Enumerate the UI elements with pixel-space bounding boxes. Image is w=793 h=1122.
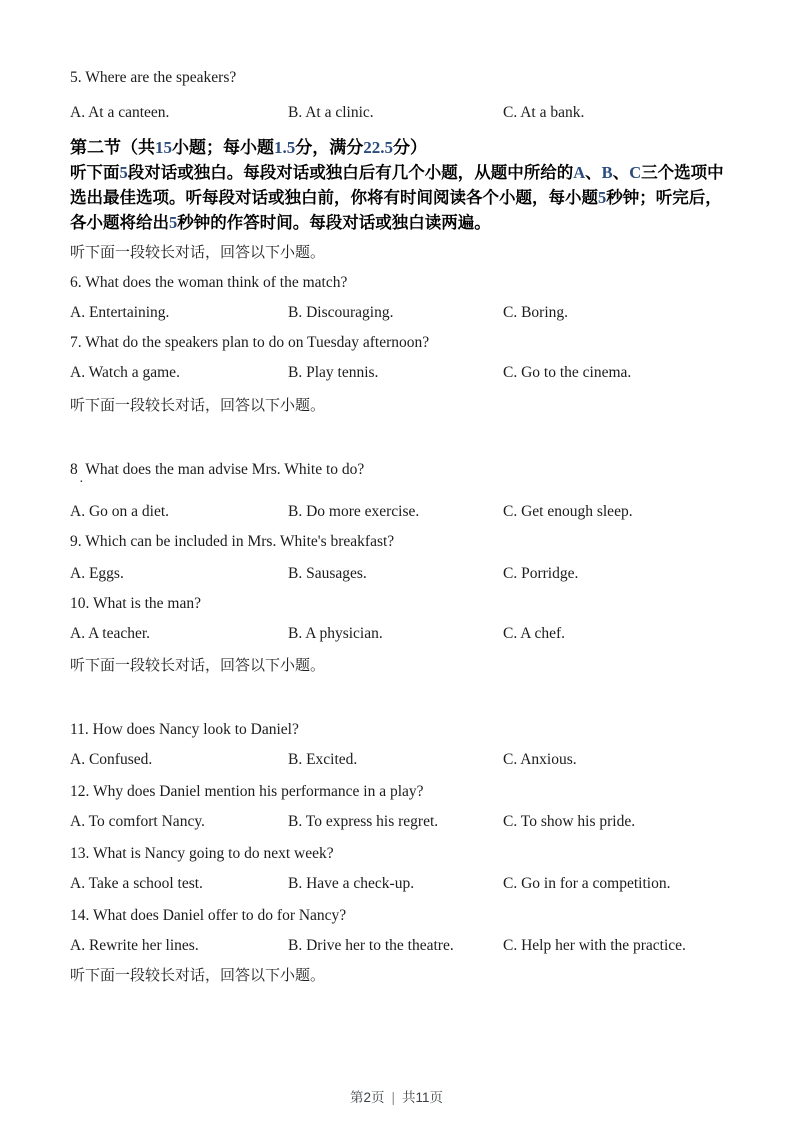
options-row-10 xyxy=(70,624,732,654)
question-line-14 xyxy=(70,906,732,936)
question-text: 5. Where are the speakers? xyxy=(70,69,237,86)
option-c: C. Porridge. xyxy=(503,565,579,582)
text-segment: 5 xyxy=(169,213,178,232)
option-c: C. At a bank. xyxy=(503,104,585,121)
text-segment: 、 xyxy=(585,163,602,182)
option-c: C. Go to the cinema. xyxy=(503,364,632,381)
option-b: B. Excited. xyxy=(288,751,358,768)
question-text: 9. Which can be included in Mrs. White's breakfast? xyxy=(70,533,395,550)
text-segment: 1.5 xyxy=(274,138,296,157)
text-segment: 小题；每小题 xyxy=(172,138,274,157)
options-row-5 xyxy=(70,103,732,133)
text-segment: 各小题将给出 xyxy=(70,213,169,232)
option-b: B. To express his regret. xyxy=(288,813,439,830)
question-text: 10. What is the man? xyxy=(70,595,202,612)
instruction-line xyxy=(70,161,732,186)
current-page-label: 第2页 xyxy=(349,1090,385,1105)
question-text: 6. What does the woman think of the match? xyxy=(70,274,348,291)
options-row-7 xyxy=(70,363,732,393)
question-text: 13. What is Nancy going to do next week? xyxy=(70,845,334,862)
option-b: B. Drive her to the theatre. xyxy=(288,937,454,954)
page-footer xyxy=(0,1086,793,1106)
text-segment: 22.5 xyxy=(363,138,393,157)
question-text: 7. What do the speakers plan to do on Tuesday afternoon? xyxy=(70,334,430,351)
question-text: 12. Why does Daniel mention his performance in a play? xyxy=(70,783,424,800)
option-a: A. Go on a diet. xyxy=(70,503,170,520)
text-segment: 选出最佳选项。听每段对话或独白前，你将有时间阅读各个小题，每小题 xyxy=(70,188,598,207)
text-segment: 秒钟的作答时间。每段对话或独白读两遍。 xyxy=(177,213,491,232)
text-segment: 5 xyxy=(119,163,128,182)
option-c: C. Go in for a competition. xyxy=(503,875,671,892)
option-a: A. A teacher. xyxy=(70,625,151,642)
option-b: B. A physician. xyxy=(288,625,383,642)
text-segment: 、 xyxy=(612,163,630,182)
text-segment: 第二节（共 xyxy=(70,138,155,157)
text-segment: 三个选项中 xyxy=(641,163,724,182)
option-a: A. At a canteen. xyxy=(70,104,170,121)
question-line-7 xyxy=(70,333,732,363)
question-line-10 xyxy=(70,594,732,624)
text-segment: A xyxy=(573,163,586,182)
options-row-12 xyxy=(70,812,732,842)
options-row-11 xyxy=(70,750,732,780)
listening-prompt: 听下面一段较长对话，回答以下小题。 xyxy=(70,968,326,984)
options-row-13 xyxy=(70,874,732,904)
text-segment: 分，满分 xyxy=(295,138,364,157)
option-c: C. Help her with the practice. xyxy=(503,937,686,954)
text-segment: 段对话或独白。每段对话或独白后有几个小题，从题中所给的 xyxy=(127,163,574,182)
option-b: B. Have a check-up. xyxy=(288,875,415,892)
question-line-11 xyxy=(70,720,732,750)
options-row-8 xyxy=(70,502,732,532)
listening-prompt: 听下面一段较长对话，回答以下小题。 xyxy=(70,398,326,414)
option-b: B. Do more exercise. xyxy=(288,503,420,520)
question-line-12 xyxy=(70,782,732,812)
option-a: A. Entertaining. xyxy=(70,304,170,321)
option-a: A. To comfort Nancy. xyxy=(70,813,205,830)
text-segment: 分） xyxy=(393,138,427,157)
option-b: B. At a clinic. xyxy=(288,104,374,121)
text-segment: C xyxy=(629,163,642,182)
option-c: C. Boring. xyxy=(503,304,569,321)
instruction-line xyxy=(70,211,732,236)
text-segment: 5 xyxy=(598,188,607,207)
question-line-5 xyxy=(70,68,732,98)
listening-prompt: 听下面一段较长对话，回答以下小题。 xyxy=(70,245,326,261)
option-c: C. Anxious. xyxy=(503,751,577,768)
question-line-13 xyxy=(70,844,732,874)
text-segment: B xyxy=(601,163,613,182)
options-row-6 xyxy=(70,303,732,333)
listening-prompt: 听下面一段较长对话，回答以下小题。 xyxy=(70,658,326,674)
option-c: C. Get enough sleep. xyxy=(503,503,633,520)
options-row-9 xyxy=(70,564,732,594)
option-a: A. Eggs. xyxy=(70,565,124,582)
question-text: 8 What does the man advise Mrs. White to do? xyxy=(70,461,365,478)
text-segment: 听下面 xyxy=(70,163,120,182)
question-line-9 xyxy=(70,532,732,562)
option-a: A. Take a school test. xyxy=(70,875,203,892)
text-segment: 秒钟；听完后， xyxy=(606,188,722,207)
question-line-8 xyxy=(70,460,732,478)
options-row-14 xyxy=(70,936,732,966)
section-heading xyxy=(70,136,732,161)
option-c: C. A chef. xyxy=(503,625,565,642)
text-segment: 15 xyxy=(155,138,172,157)
option-b: B. Play tennis. xyxy=(288,364,379,381)
instruction-line xyxy=(70,186,732,211)
option-a: A. Watch a game. xyxy=(70,364,180,381)
exam-page-content xyxy=(70,68,732,996)
question-text: 11. How does Nancy look to Daniel? xyxy=(70,721,299,738)
page-separator: | xyxy=(391,1090,395,1105)
stray-period: · xyxy=(79,475,84,490)
option-a: A. Confused. xyxy=(70,751,153,768)
question-line-6 xyxy=(70,273,732,303)
total-pages-label: 共11页 xyxy=(402,1090,444,1105)
option-a: A. Rewrite her lines. xyxy=(70,937,199,954)
option-b: B. Sausages. xyxy=(288,565,367,582)
option-b: B. Discouraging. xyxy=(288,304,394,321)
question-text: 14. What does Daniel offer to do for Nancy? xyxy=(70,907,347,924)
option-c: C. To show his pride. xyxy=(503,813,636,830)
